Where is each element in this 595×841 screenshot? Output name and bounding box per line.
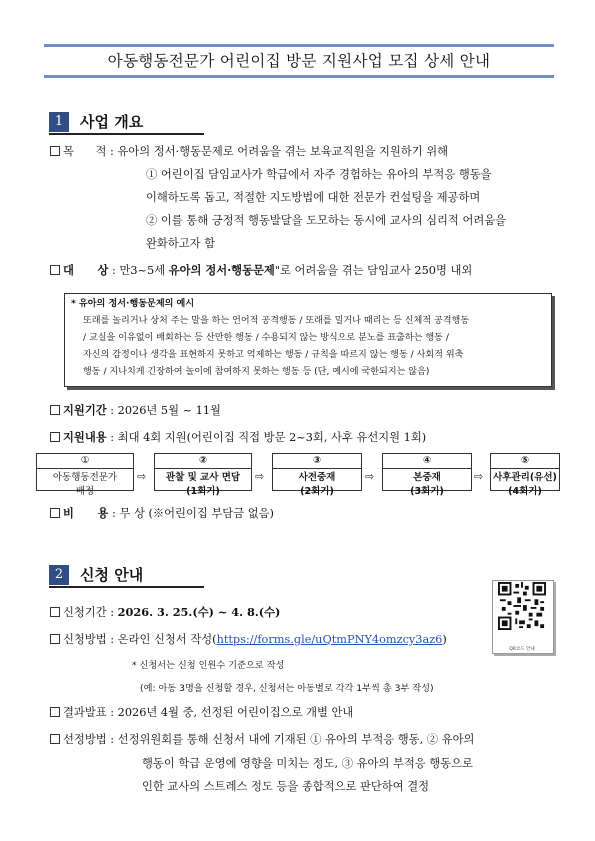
target-label: 대 상 xyxy=(63,263,109,277)
apply-period-row: 신청기간 : 2026. 3. 25.(수) ~ 4. 8.(수) xyxy=(50,602,280,623)
step-4 xyxy=(382,453,472,497)
checkbox-icon xyxy=(50,707,60,717)
arrow-right-icon: ⇨ xyxy=(474,470,484,483)
purpose-item2-a: ② 이를 통해 긍정적 행동발달을 도모하는 동시에 교사의 심리적 어려움을 xyxy=(146,214,507,227)
section-1-underline xyxy=(49,133,204,135)
step-number: ② xyxy=(155,454,251,469)
step-label: 아동행동전문가 배정 xyxy=(52,472,118,497)
cost-row: 비 용 : 무 상 (※어린이집 부담금 없음) xyxy=(50,503,274,524)
step-number: ④ xyxy=(383,454,471,469)
section-2-number: 2 xyxy=(49,565,69,585)
step-label: 사전중재 (2회기) xyxy=(298,472,336,497)
step-number: ⑤ xyxy=(491,454,559,469)
apply-period-label: 신청기간 xyxy=(63,606,107,619)
step-number: ③ xyxy=(273,454,361,469)
arrow-right-icon: ⇨ xyxy=(365,470,375,483)
cost-label: 비 용 xyxy=(63,506,109,520)
note-line: 자신의 감정이나 생각을 표현하지 못하고 억제하는 행동 / 규칙을 따르지 않는 행동 / 사회적 위축 xyxy=(83,350,464,360)
select-line-2: 행동이 학급 운영에 영향을 미치는 정도, ③ 유아의 부적응 행동으로 xyxy=(142,757,473,770)
apply-method-row: 신청방법 : 온라인 신청서 작성(https://forms.gle/uQtmPNY4omzcy3az6) xyxy=(50,630,447,650)
apply-form-link[interactable]: https://forms.gle/uQtmPNY4omzcy3az6 xyxy=(216,633,443,646)
target-pre: 만3~5세 xyxy=(119,264,169,277)
step-label: 관찰 및 교사 면담 (1회기) xyxy=(165,472,241,497)
step-label: 본중재 (3회기) xyxy=(410,472,444,497)
qr-caption: QR코드 안내 xyxy=(509,647,535,652)
behavior-examples-box xyxy=(64,293,552,387)
arrow-right-icon: ⇨ xyxy=(137,470,147,483)
target-post: 로 어려움을 겪는 담임교사 250명 내외 xyxy=(280,264,473,277)
checkbox-icon xyxy=(50,432,60,442)
purpose-item1-a: ① 어린이집 담임교사가 학급에서 자주 경험하는 유아의 부적응 행동을 xyxy=(146,168,492,181)
note-title: * 유아의 정서·행동문제의 예시 xyxy=(71,299,195,309)
step-3 xyxy=(272,453,362,497)
checkbox-icon xyxy=(50,405,60,415)
checkbox-icon xyxy=(50,265,60,275)
purpose-item2-b: 완화하고자 함 xyxy=(146,237,216,250)
checkbox-icon xyxy=(50,634,60,644)
section-2-title: 신청 안내 xyxy=(80,566,144,584)
step-number: ① xyxy=(37,454,133,469)
apply-note-1: * 신청서는 신청 인원수 기준으로 작성 xyxy=(132,660,285,671)
section-2-underline xyxy=(49,586,204,588)
result-text: 2026년 4월 중, 선정된 어린이집으로 개별 안내 xyxy=(117,706,354,719)
apply-method-pre: 온라인 신청서 작성( xyxy=(117,633,217,646)
note-line: / 교실을 이유없이 배회하는 등 산만한 행동 / 수용되지 않는 방식으로 분노를 표출하는 행동 / xyxy=(83,333,449,343)
select-line-1: 선정위원회를 통해 신청서 내에 기재된 ① 유아의 부적응 행동, ② 유아의 xyxy=(117,733,475,746)
select-row: 선정방법 : 선정위원회를 통해 신청서 내에 기재된 ① 유아의 부적응 행동, ② 유아의 xyxy=(50,730,474,750)
title-banner xyxy=(44,44,554,78)
checkbox-icon xyxy=(50,146,60,156)
step-5 xyxy=(490,453,560,497)
purpose-row: 목 적 : 유아의 정서·행동문제로 어려움을 겪는 보육교직원을 지원하기 위해 xyxy=(50,142,448,162)
apply-method-label: 신청방법 xyxy=(63,633,107,646)
purpose-item1-b: 이해하도록 돕고, 적절한 지도방법에 대한 전문가 컨설팅을 제공하며 xyxy=(146,191,481,204)
purpose-text: 유아의 정서·행동문제로 어려움을 겪는 보육교직원을 지원하기 위해 xyxy=(117,145,449,158)
target-row: 대 상 : 만3~5세 유아의 정서·행동문제"로 어려움을 겪는 담임교사 250명 내외 xyxy=(50,260,472,281)
select-label: 선정방법 xyxy=(63,733,107,746)
step-2 xyxy=(154,453,252,497)
checkbox-icon xyxy=(50,508,60,518)
step-1 xyxy=(36,453,134,497)
checkbox-icon xyxy=(50,607,60,617)
content-text: 최대 4회 지원(어린이집 직접 방문 2~3회, 사후 유선지원 1회) xyxy=(117,431,427,444)
section-1-number: 1 xyxy=(49,112,69,132)
period-label: 지원기간 xyxy=(63,403,107,417)
content-row: 지원내용 : 최대 4회 지원(어린이집 직접 방문 2~3회, 사후 유선지원 1회) xyxy=(50,427,426,448)
period-text: 2026년 5월 ~ 11월 xyxy=(117,404,221,417)
qr-code-icon xyxy=(498,582,546,630)
step-label: 사후관리(유선) (4회기) xyxy=(493,472,557,497)
content-label: 지원내용 xyxy=(63,430,107,444)
page-title: 아동행동전문가 어린이집 방문 지원사업 모집 상세 안내 xyxy=(107,52,491,70)
cost-text: 무 상 (※어린이집 부담금 없음) xyxy=(119,507,274,520)
result-label: 결과발표 xyxy=(63,706,107,719)
period-row: 지원기간 : 2026년 5월 ~ 11월 xyxy=(50,400,221,421)
apply-period-text: 2026. 3. 25.(수) ~ 4. 8.(수) xyxy=(117,605,281,619)
target-bold: 유아의 정서·행동문제 xyxy=(168,263,275,277)
apply-note-2: (예: 아동 3명을 신청할 경우, 신청서는 아동별로 각각 1부씩 총 3부 작성) xyxy=(140,683,434,694)
arrow-right-icon: ⇨ xyxy=(255,470,265,483)
section-1-title: 사업 개요 xyxy=(80,113,144,131)
note-line: 또래를 놀리거나 상처 주는 말을 하는 언어적 공격행동 / 또래를 밀거나 때리는 등 신체적 공격행동 xyxy=(83,316,470,326)
checkbox-icon xyxy=(50,734,60,744)
note-line: 행동 / 지나치게 긴장하여 놀이에 참여하지 못하는 행동 등 (단, 예시에 국한되지는 않음) xyxy=(83,367,430,377)
purpose-label: 목 적 xyxy=(63,145,107,158)
select-line-3: 인한 교사의 스트레스 정도 등을 종합적으로 판단하여 결정 xyxy=(142,780,430,793)
result-row: 결과발표 : 2026년 4월 중, 선정된 어린이집으로 개별 안내 xyxy=(50,703,353,723)
